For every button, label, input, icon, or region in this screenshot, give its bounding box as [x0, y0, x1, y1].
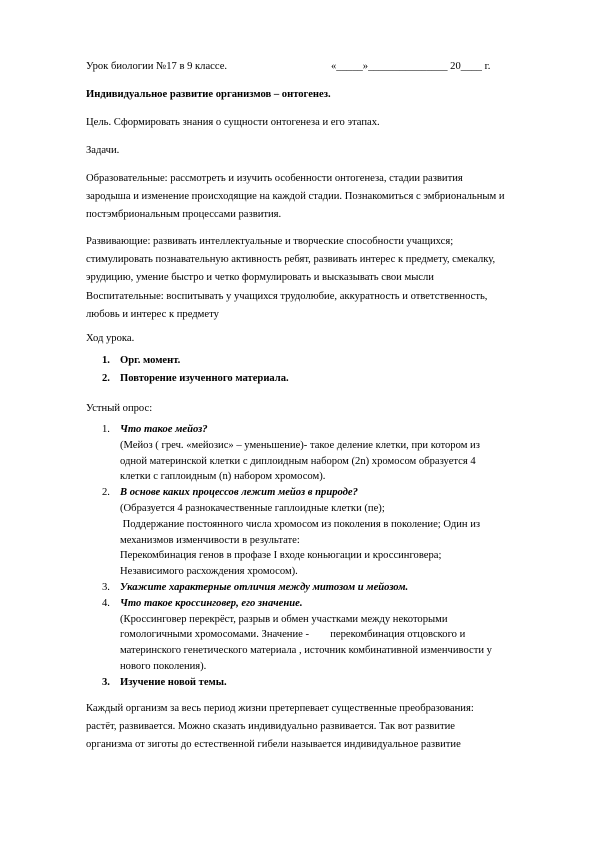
answer-line: материнского генетического материала , источник комбинативной изменчивости у	[120, 645, 492, 657]
questions-list	[102, 422, 550, 691]
developing-line: Развивающие: развивать интеллектуальные и творческие способности учащихся;	[86, 236, 454, 247]
answer-line: Независимого расхождения хромосом).	[120, 566, 298, 578]
lesson-title: Урок биологии №17 в 9 классе.	[86, 61, 228, 72]
closing-line: организма от зиготы до естественной гибели называется индивидуальное развитие	[86, 739, 461, 750]
answer-line: (Кроссинговер перекрёст, разрыв и обмен участками между некоторыми	[120, 613, 448, 625]
answer-line: (Мейоз ( греч. «мейозис» – уменьшение)- такое деление клетки, при котором из	[120, 439, 480, 451]
question-item	[102, 485, 550, 580]
closing-line: растёт, развивается. Можно сказать индивидуально развивается. Так вот развитие	[86, 721, 455, 732]
upbringing-line: Воспитательные: воспитывать у учащихся трудолюбие, аккуратность и ответственность,	[86, 291, 488, 302]
question-item	[102, 422, 550, 485]
developing-tasks	[86, 233, 546, 287]
step-item	[102, 352, 540, 370]
step-label: Повторение изученного материала.	[120, 373, 289, 384]
step-item	[102, 675, 550, 691]
step-label: Орг. момент.	[120, 355, 181, 366]
upbringing-line: любовь и интерес к предмету	[86, 309, 219, 320]
step-number: 1.	[102, 355, 110, 366]
educational-line: зародыша и изменение происходящие на каждой стадии. Познакомиться с эмбриональным и	[86, 191, 505, 202]
question-text: В основе каких процессов лежит мейоз в природе?	[120, 487, 358, 499]
closing-paragraph	[86, 700, 546, 754]
lesson-header	[86, 58, 546, 76]
step-number: 2.	[102, 373, 110, 384]
question-text: Что такое мейоз?	[120, 424, 208, 435]
educational-line: Образовательные: рассмотреть и изучить особенности онтогенеза, стадии развития	[86, 173, 463, 184]
course-heading: Ход урока.	[86, 333, 135, 344]
answer-line: Поддержание постоянного числа хромосом из поколения в поколение; Один из	[120, 518, 481, 530]
tasks-heading: Задачи.	[86, 145, 120, 156]
answer-line: гомологичными хромосомами. Значение - перекомбинация отцовского и	[120, 629, 466, 641]
question-number: 3.	[102, 581, 110, 593]
step-item	[102, 370, 540, 388]
developing-line: эрудицию, умение быстро и четко формулировать и высказывать свои мысли	[86, 272, 434, 283]
answer-line: механизмов изменчивости в результате:	[120, 534, 300, 546]
question-text: Укажите характерные отличия между митозом и мейозом.	[120, 581, 409, 593]
lesson-goal: Цель. Сформировать знания о сущности онтогенеза и его этапах.	[86, 117, 380, 128]
question-item	[102, 596, 550, 675]
question-number: 4.	[102, 597, 110, 609]
answer-line: клетки с гаплоидным (n) набором хромосом).	[120, 471, 326, 483]
developing-line: стимулировать познавательную активность ребят, развивать интерес к предмету, смекалку,	[86, 254, 496, 265]
question-number: 1.	[102, 424, 110, 435]
upbringing-tasks	[86, 288, 546, 324]
step-label: Изучение новой темы.	[120, 676, 227, 688]
lesson-steps	[102, 352, 540, 388]
oral-heading: Устный опрос:	[86, 403, 153, 414]
question-item	[102, 580, 550, 596]
lesson-topic: Индивидуальное развитие организмов – онтогенез.	[86, 89, 331, 100]
answer-line: Перекомбинация генов в профазе I входе коньюгации и кроссинговера;	[120, 550, 442, 562]
lesson-date: «_____»_______________ 20____ г.	[331, 61, 491, 72]
step-number: 3.	[102, 676, 110, 688]
answer-line: (Образуется 4 разнокачественные гаплоидные клетки (пе);	[120, 502, 385, 514]
educational-tasks	[86, 170, 546, 224]
question-text: Что такое кроссинговер, его значение.	[120, 597, 303, 609]
answer-line: нового поколения).	[120, 660, 207, 672]
answer-line: одной материнской клетки с диплоидным набором (2n) хромосом образуется 4	[120, 455, 476, 467]
educational-line: постэмбриональным процессами развития.	[86, 209, 282, 220]
question-number: 2.	[102, 487, 110, 499]
closing-line: Каждый организм за весь период жизни претерпевает существенные преобразования:	[86, 703, 474, 714]
